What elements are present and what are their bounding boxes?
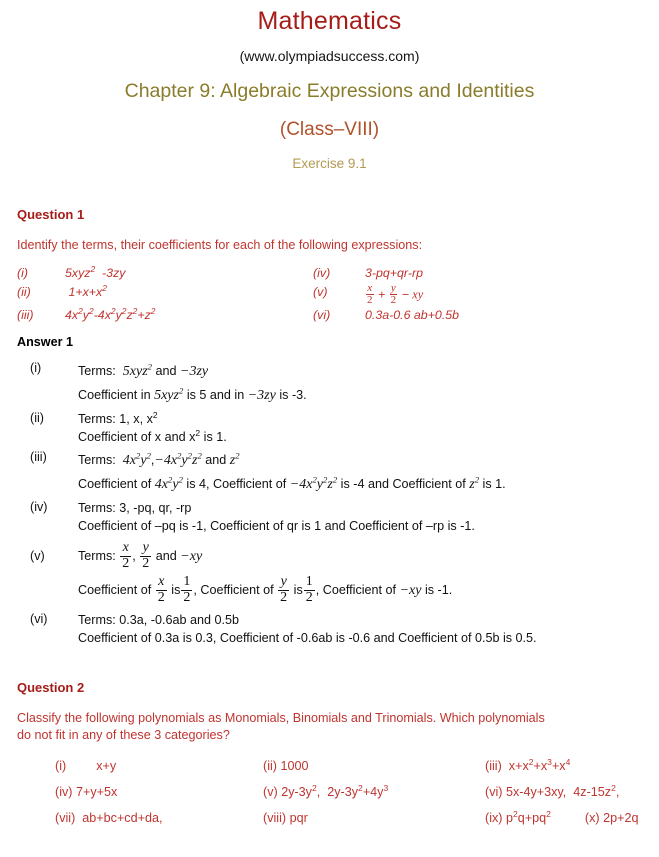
answer-text: is [293,583,303,597]
q1-item-expr-iv: 3-pq+qr-rp [365,266,423,280]
answer-row-body-i [78,361,647,409]
answer-text: is -3. [279,388,307,402]
question-2-prompt-line-2: do not fit in any of these 3 categories? [17,728,230,742]
question-1-items [17,264,649,325]
q2-expr-viii: pqr [289,811,308,825]
conjunction: and [155,549,177,563]
page-title: Mathematics [257,7,402,35]
question-1-prompt: Identify the terms, their coefficients for each of the following expressions: [17,238,423,252]
q1-item-label-iv: (iv) [313,266,331,280]
q1-item-expr-vi: 0.3a-0.6 ab+0.5b [365,308,460,322]
conjunction: and [205,453,227,467]
answer-text: is 5 and in [186,388,245,402]
q2-item-iii [485,758,651,775]
q1-item-label-i: (i) [17,266,29,280]
q2-expr-x: 2p+2q [603,811,639,825]
q1-item-expr-i: 5xyz$^2$ -3zy [65,263,126,280]
q2-label-i: (i) [55,759,67,773]
answer-line: Terms: $\frac{x}{2}$ , $\frac{y}{2}$ and −xy [78,540,203,571]
answer-row-ii [30,411,647,447]
q2-item-i [55,758,263,775]
answer-line: Terms: 1, x, $x^2$ [78,409,158,426]
q2-label-iv: (iv) [55,785,73,799]
answer-text: is -1. [424,583,453,597]
question-2-heading: Question 2 [17,680,85,695]
q2-label-viii: (viii) [263,811,287,825]
q2-expr-v: $2y-3y^2$, $2y-3y^2+4y^3$ [281,782,389,799]
terms-label: Terms: [78,549,116,563]
answer-text: is -4 and Coefficient of [340,477,466,491]
answer-row-v [30,541,647,609]
q1-item-label-ii: (ii) [17,285,31,299]
q2-item-iv [55,784,263,801]
exercise-label: Exercise 9.1 [292,156,367,171]
q2-expr-iv: 7+y+5x [75,785,118,799]
question-2-prompt [17,710,645,744]
answer-line: Terms: 5xyz$^2$ and −3zy [78,361,209,379]
q2-label-ii: (ii) [263,759,277,773]
answer-row-label-vi: (vi) [30,612,48,626]
coefficient-label: Coefficient of [78,583,152,597]
answer-text: Terms: 1, x, x [78,412,153,426]
answer-line: Coefficient in 5xyz$^2$ is 5 and in −3zy is -3. [78,385,307,403]
answer-text: is 1. [200,430,227,444]
q2-label-v: (v) [263,785,278,799]
q1-item-label-v: (v) [313,285,328,299]
answer-text: is 1. [482,477,506,491]
answer-row-body-ii [78,411,647,447]
answer-row-label-iv: (iv) [30,500,48,514]
answer-1-list [30,361,647,648]
q2-expr-ix: $p^2q+pq^2$ [505,808,551,825]
answer-row-body-iv [78,500,647,536]
q2-item-ix-x [485,810,651,827]
q2-item-ii [263,758,485,775]
q1-item-expr-iii: $4x^2y^2-4x^2y^2z^2+z^2$ [65,305,156,322]
answer-1-heading: Answer 1 [17,335,73,349]
fraction-1-over-2: $\frac{1}{2}$ [183,574,191,605]
answer-line: Coefficient of $4x^2y^2$ is 4, Coefficient of $-4x^2y^2z^2$ is -4 and Coefficient of $z^2$ is 1. [78,474,506,492]
q1-item-label-iii: (iii) [17,308,34,322]
q1-item-expr-ii: $1+x+x^2$ [65,282,107,299]
q2-item-vi [485,784,651,801]
q2-label-iii: (iii) [485,759,502,773]
question-2-items [55,758,651,827]
answer-row-iv [30,500,647,536]
terms-label: Terms: [78,364,116,378]
question-2-prompt-line-1: Classify the following polynomials as Monomials, Binomials and Trinomials. Which polynomials [17,711,545,725]
answer-text: , Coefficient of [193,583,274,597]
answer-row-i [30,361,647,409]
answer-text: is 4, Coefficient of [186,477,287,491]
answer-row-body-iii [78,450,647,498]
class-label: (Class–VIII) [279,119,380,140]
answer-line: Coefficient of $\frac{x}{2}$ is $\frac{1}{2}$ , Coefficient of $\frac{y}{2}$ is $\frac{1}{2}$ , Coefficient of −xy is -1. [78,574,453,605]
answer-row-label-iii: (iii) [30,450,47,464]
answer-row-label-i: (i) [30,361,42,375]
q2-item-v [263,784,485,801]
answer-text: Coefficient of x and x [78,430,196,444]
fraction-x-over-2: $\frac{x}{2}$ [157,574,165,605]
question-1-heading: Question 1 [17,207,85,222]
fraction-1-over-2: $\frac{1}{2}$ [305,574,313,605]
q2-label-vi: (vi) [485,785,503,799]
q2-expr-vi: 5x-4y+3xy, $4z-15z^2$, [505,782,620,799]
answer-row-iii [30,450,647,498]
fraction-x-over-2: $\frac{x}{2}$ [122,540,130,571]
answer-line: Coefficient of x and $x^2$ is 1. [78,427,227,444]
answer-row-body-v [78,541,647,609]
page-header [0,0,659,173]
chapter-title: Chapter 9: Algebraic Expressions and Identities [124,80,535,102]
answer-row-vi [30,612,647,648]
q2-label-ix: (ix) [485,811,503,825]
q2-item-vii [55,810,263,827]
answer-line: Terms: 3, -pq, qr, -rp [78,501,192,515]
q1-item-label-vi: (vi) [313,308,331,322]
answer-line: Terms: 0.3a, -0.6ab and 0.5b [78,613,240,627]
answer-row-body-vi [78,612,647,648]
coefficient-label: Coefficient of [78,477,152,491]
q1-item-expr-v: $\frac{x}{2}$ + $\frac{y}{2}$ − xy [367,282,424,306]
q2-label-vii: (vii) [55,811,76,825]
q2-item-viii [263,810,485,827]
q2-expr-i: x+y [96,759,117,773]
site-url: (www.olympiadsuccess.com) [239,48,420,64]
answer-line: Terms: $4x^2y^2,-4x^2y^2z^2$ and $z^2$ [78,450,240,468]
conjunction: and [155,364,177,378]
coefficient-label: Coefficient in [78,388,151,402]
q2-expr-ii: 1000 [280,759,309,773]
answer-text: is [171,583,181,597]
answer-row-label-ii: (ii) [30,411,44,425]
q2-expr-iii: $x+x^2+x^3+x^4$ [508,756,571,773]
answer-row-label-v: (v) [30,549,45,563]
q2-label-x: (x) [584,811,600,825]
terms-label: Terms: [78,453,116,467]
answer-line: Coefficient of 0.3a is 0.3, Coefficient of -0.6ab is -0.6 and Coefficient of 0.5b is 0.5. [78,631,537,645]
answer-line: Coefficient of –pq is -1, Coefficient of qr is 1 and Coefficient of –rp is -1. [78,519,475,533]
fraction-y-over-2: $\frac{y}{2}$ [280,574,288,605]
answer-text: , Coefficient of [315,583,397,597]
q2-expr-vii: ab+bc+cd+da, [82,811,163,825]
fraction-y-over-2: $\frac{y}{2}$ [142,540,150,571]
